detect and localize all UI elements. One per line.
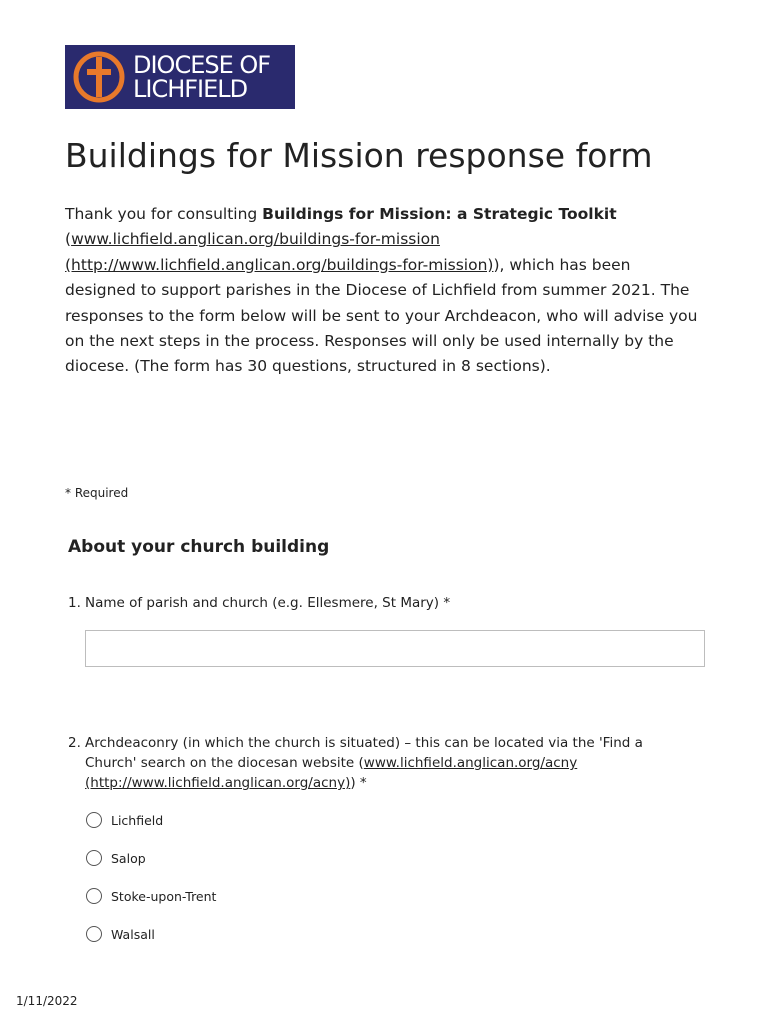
intro-text-1: Thank you for consulting xyxy=(65,205,263,223)
radio-option-salop[interactable] xyxy=(86,850,146,866)
logo-line-2: LICHFIELD xyxy=(133,75,248,103)
question-1 xyxy=(68,593,693,613)
radio-button[interactable] xyxy=(86,850,102,866)
required-note: * Required xyxy=(65,486,129,500)
radio-button[interactable] xyxy=(86,888,102,904)
radio-button[interactable] xyxy=(86,812,102,828)
radio-option-walsall[interactable] xyxy=(86,926,155,942)
diocese-logo xyxy=(65,45,295,109)
intro-bold-title: Buildings for Mission: a Strategic Toolkit xyxy=(262,205,617,223)
parish-church-input[interactable] xyxy=(85,630,705,667)
question-2 xyxy=(68,733,693,793)
radio-label: Stoke-upon-Trent xyxy=(111,888,217,904)
intro-paragraph xyxy=(65,202,705,380)
cross-circle-icon xyxy=(71,49,127,105)
radio-label: Salop xyxy=(111,850,146,866)
acny-link[interactable]: www.lichfield.anglican.org/acny (http://www.lichfield.anglican.org/acny) xyxy=(85,755,578,791)
logo-line-1: DIOCESE OF xyxy=(133,51,271,79)
radio-label: Walsall xyxy=(111,926,155,942)
intro-text-2: ( xyxy=(65,230,72,249)
radio-label: Lichfield xyxy=(111,812,164,828)
radio-option-lichfield[interactable] xyxy=(86,812,163,828)
question-text xyxy=(85,733,693,793)
question-number: 1. xyxy=(68,595,81,611)
question-text-before: Archdeaconry (in which the church is situated) – this can be located via the 'Find a Church' search on the diocesan website ( xyxy=(85,735,643,771)
question-text: Name of parish and church (e.g. Ellesmere, St Mary) * xyxy=(85,595,451,611)
question-number: 2. xyxy=(68,735,81,751)
section-title: About your church building xyxy=(68,537,330,557)
buildings-for-mission-link[interactable]: www.lichfield.anglican.org/buildings-for-mission (http://www.lichfield.anglican.org/buildings-for-mission) xyxy=(65,230,494,274)
radio-button[interactable] xyxy=(86,926,102,942)
radio-option-stoke-upon-trent[interactable] xyxy=(86,888,216,904)
question-text-after: ) * xyxy=(350,775,367,791)
footer-date: 1/11/2022 xyxy=(16,994,78,1008)
logo-text xyxy=(133,53,270,101)
intro-text-3: ), which has been designed to support parishes in the Diocese of Lichfield from summer 2021. The responses to the form below will be sent to your Archdeacon, who will advise you on the next steps in the process. Responses will only be used internally by the diocese. (The form has 30 questions, structured in 8 sections). xyxy=(65,255,698,376)
page-title: Buildings for Mission response form xyxy=(65,136,653,175)
